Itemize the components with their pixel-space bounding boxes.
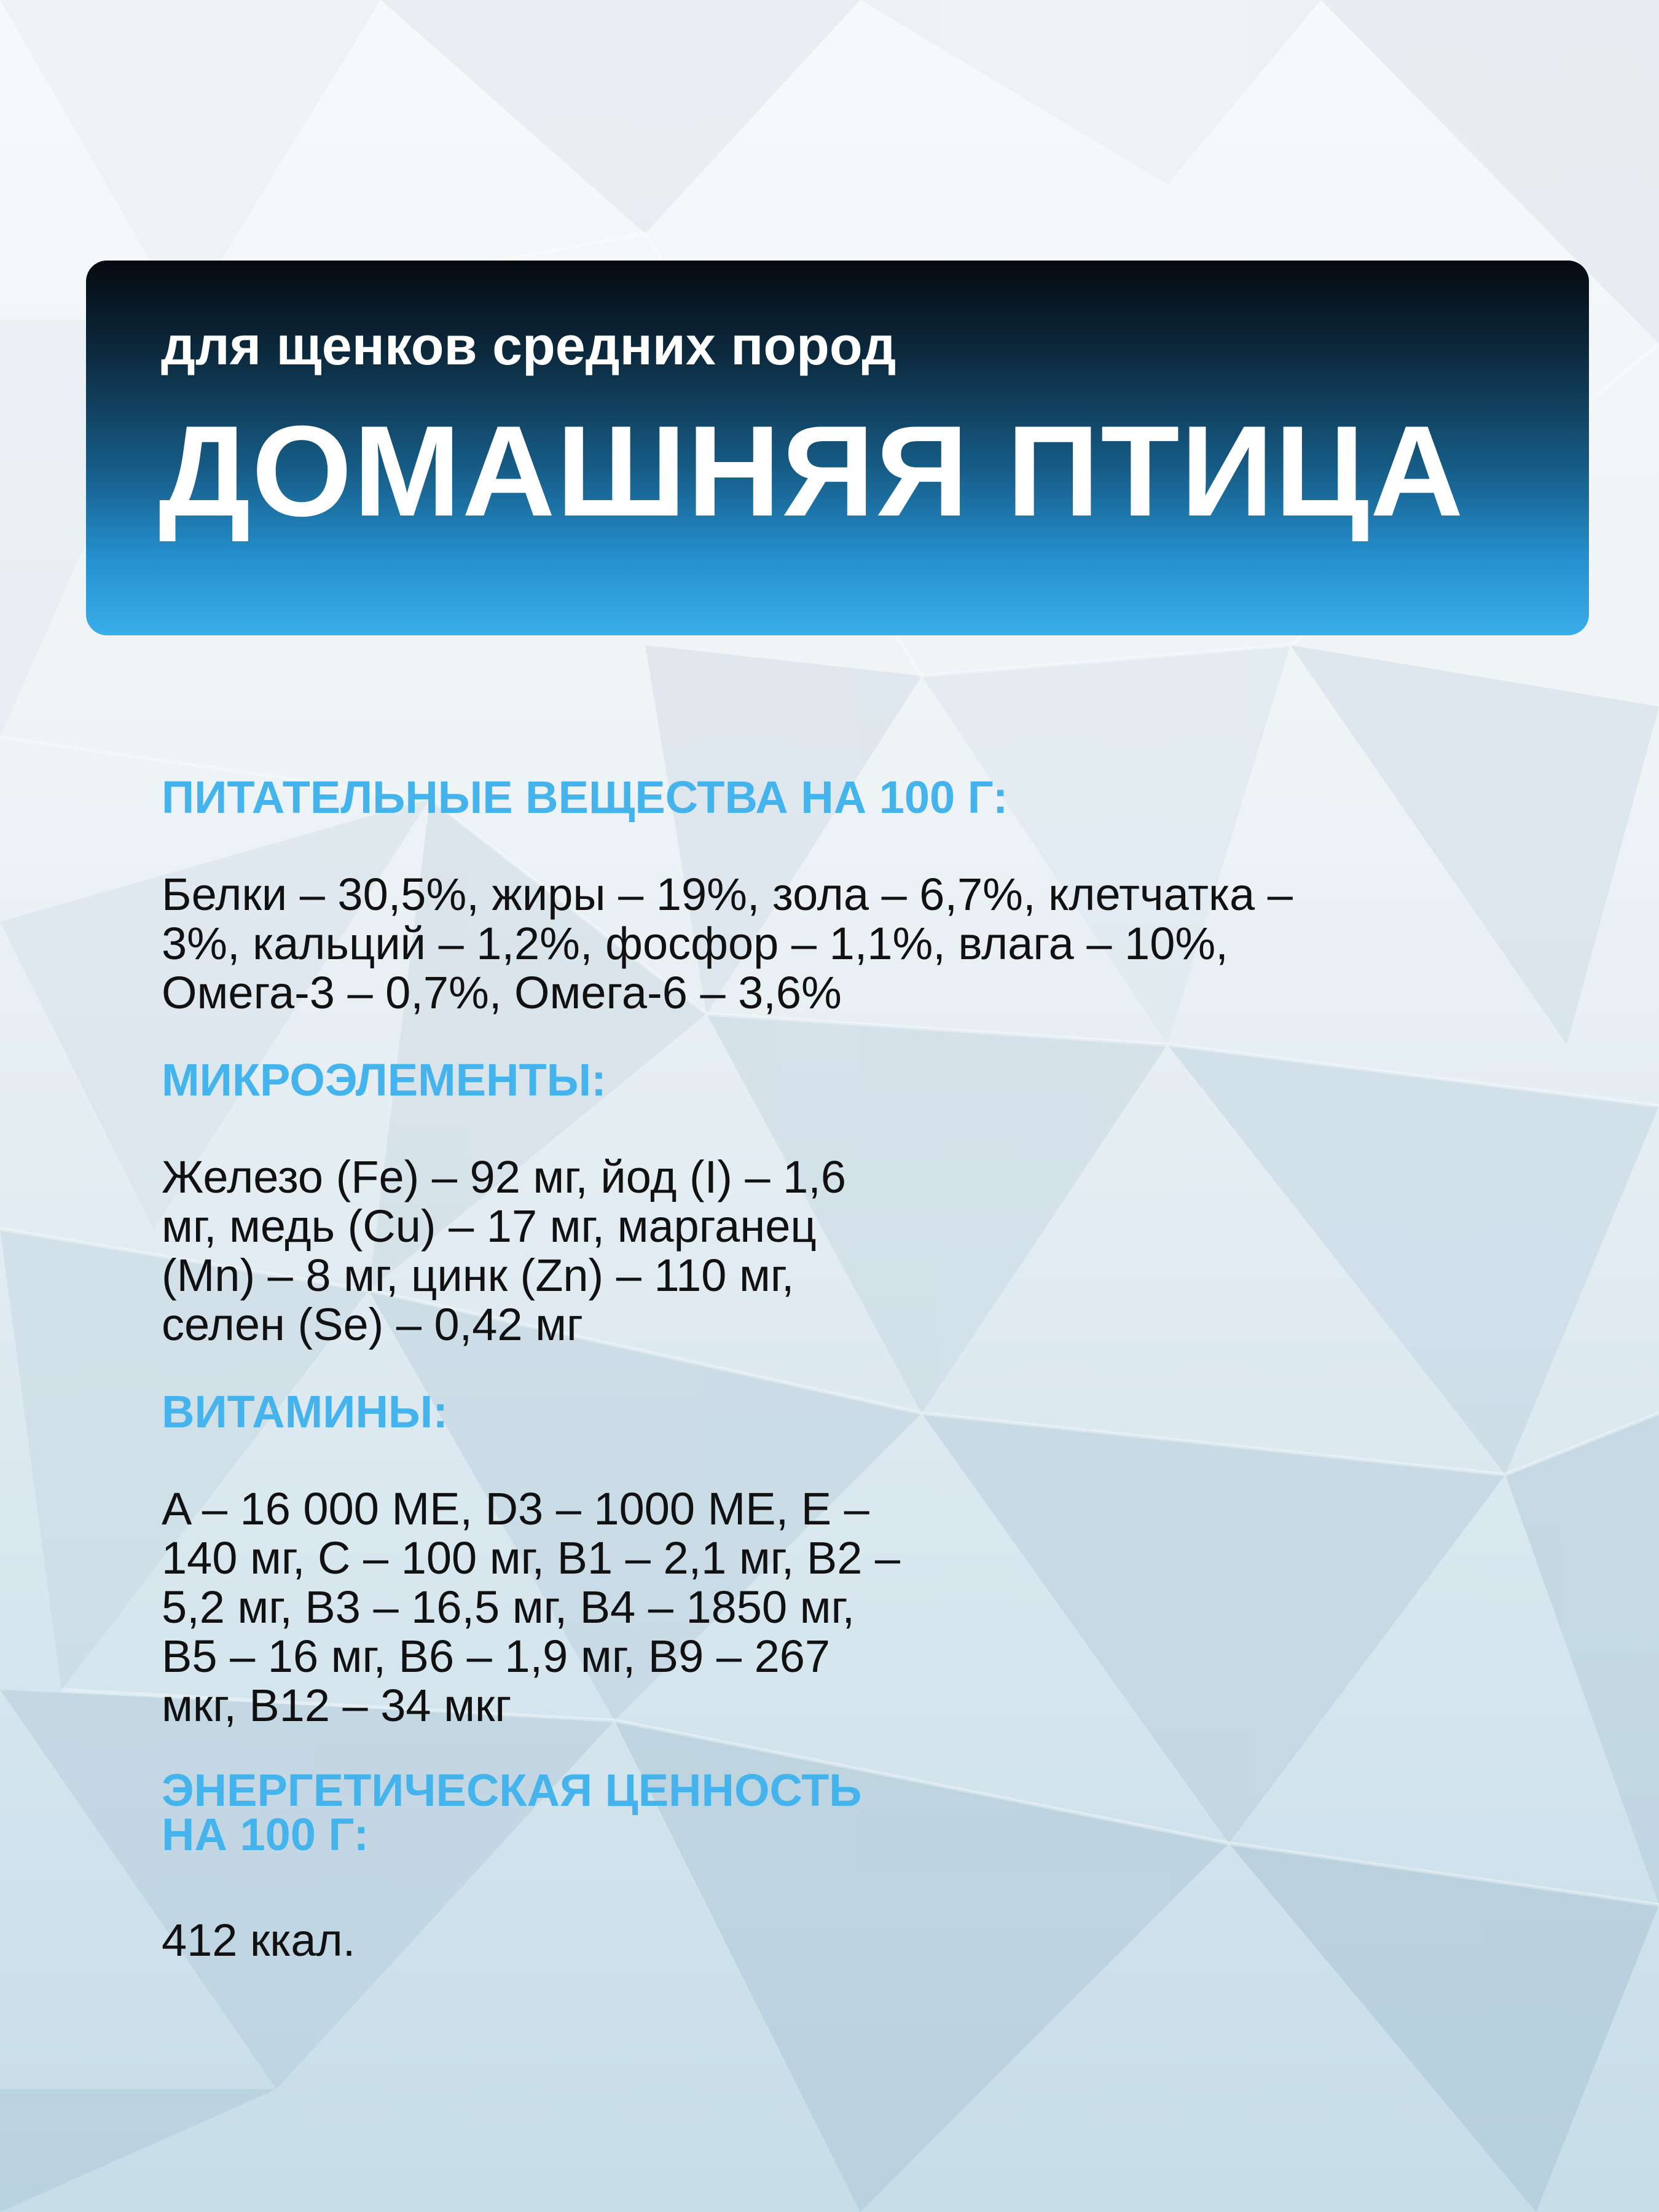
header-subtitle: для щенков средних пород <box>161 315 896 376</box>
vitamins-heading: ВИТАМИНЫ: <box>162 1386 448 1437</box>
microelements-heading: МИКРОЭЛЕМЕНТЫ: <box>162 1054 606 1105</box>
nutrients-body: Белки – 30,5%, жиры – 19%, зола – 6,7%, клетчатка – 3%, кальций – 1,2%, фосфор – 1,1%, влага – 10%, Омега-3 – 0,7%, Омега-6 – 3,6% <box>162 869 1293 1018</box>
header-title: ДОМАШНЯЯ ПТИЦА <box>159 399 1465 543</box>
energy-heading: ЭНЕРГЕТИЧЕСКАЯ ЦЕННОСТЬ НА 100 Г: <box>162 1765 862 1860</box>
nutrients-heading: ПИТАТЕЛЬНЫЕ ВЕЩЕСТВА НА 100 Г: <box>162 772 1008 823</box>
vitamins-body: A – 16 000 МЕ, D3 – 1000 МЕ, E – 140 мг, C – 100 мг, B1 – 2,1 мг, B2 – 5,2 мг, B3 – 16,5 мг, B4 – 1850 мг, B5 – 16 мг, B6 – 1,9 мг, B9 – 267 мкг, B12 – 34 мкг <box>162 1483 901 1731</box>
header-banner <box>86 261 1589 635</box>
energy-body: 412 ккал. <box>162 1915 356 1966</box>
microelements-body: Железо (Fe) – 92 мг, йод (I) – 1,6 мг, медь (Cu) – 17 мг, марганец (Mn) – 8 мг, цинк (Zn) – 110 мг, селен (Se) – 0,42 мг <box>162 1151 846 1350</box>
